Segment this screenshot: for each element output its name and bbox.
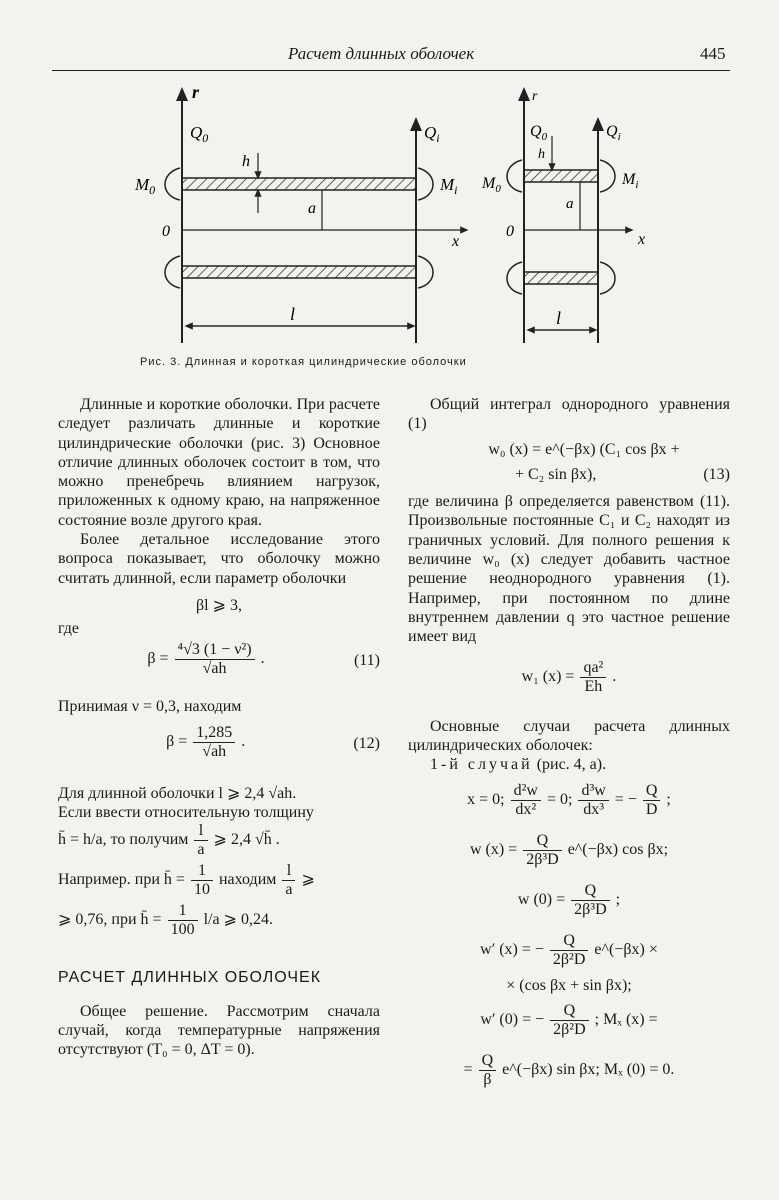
svg-text:r: r <box>532 89 538 104</box>
equation-13-line1: w₀ (x) = e^(−βx) (C₁ cos βx + <box>488 440 680 458</box>
right-column <box>408 395 730 1096</box>
para-main-cases: Основные случаи расчета длинных цилиндрических оболочек: <box>408 717 730 754</box>
para-general-solution: Общее решение. Рассмотрим сначала случай, когда температурные напряжения отсутствуют (T₀ = 0, ΔT = 0). <box>58 1002 380 1059</box>
para-detailed: Более детальное исследование этого вопроса показывает, что оболочку можно считать длинной, если параметр оболочки <box>58 531 380 587</box>
label-mi: $M_i$ <box>440 175 458 197</box>
line-example: Например. при h̄ = $\frac{1}{10}$ находим $\frac{l}{a}$ ⩾ <box>58 862 315 899</box>
label-qi: $Q_i$ <box>424 123 440 145</box>
svg-text:M0: $M_0$ <box>482 175 501 195</box>
svg-text:Mi: $M_i$ <box>622 171 639 191</box>
word-gde: где <box>58 620 80 638</box>
bottom-wall <box>182 266 416 278</box>
svg-text:l: l <box>556 308 562 328</box>
label-r: r <box>192 82 200 102</box>
equation-mx: = $\frac{Q}{\beta}$ e^(−βx) sin βx; Mₓ (0) = 0. <box>463 1051 675 1088</box>
equation-w-x: w (x) = $\frac{Q}{\text{2β³D}}$ e^(−βx) cos βx; <box>469 832 669 869</box>
equation-w-prime-x-cont: × (cos βx + sin βx); <box>506 977 632 995</box>
left-column <box>58 395 380 1060</box>
svg-text:0: 0 <box>506 223 514 240</box>
figure-cylindrical-shells <box>0 78 779 353</box>
m0-moment-bottom <box>165 256 180 288</box>
svg-text:a: a <box>566 196 574 212</box>
equation-w1: w₁ (x) = $\frac{\text{qa²}}{Eh}$ . <box>521 658 617 695</box>
para-beta-defined: где величина β определяется равенством (11). Произвольные постоянные C₁ и C₂ находят из граничных условий. Для полного решения к величине w₀ (x) следует добавить частное решение неоднородного уравнения (1). Например, при постоянном по длине внутреннем давлении q это частное решение имеет вид <box>408 493 730 646</box>
para-nu: Принимая ν = 0,3, находим <box>58 697 242 715</box>
figure-caption: Рис. 3. Длинная и короткая цилиндрические оболочки <box>140 356 467 368</box>
equation-13-line2: + C₂ sin βx), (13) <box>514 465 730 483</box>
line-relative-thickness: Если ввести относительную толщину <box>58 804 314 822</box>
mi-moment-bottom <box>418 256 433 288</box>
label-l: l <box>290 304 296 324</box>
para-general-integral: Общий интеграл однородного уравнения (1) <box>408 396 730 433</box>
label-m0: $M_0$ <box>135 175 156 197</box>
equation-11: β = $\frac{\text{⁴√3 (1 − ν²)}}{√ah}$ . (11) <box>147 640 380 677</box>
equation-12: β = $\frac{1,285}{√ah}$ . (12) <box>166 723 380 760</box>
equation-w-0: w (0) = $\frac{Q}{\text{2β³D}}$ ; <box>517 882 621 919</box>
top-wall <box>182 178 416 190</box>
svg-text:x: x <box>638 231 646 248</box>
m0-moment-top <box>165 168 180 200</box>
section-heading: РАСЧЕТ ДЛИННЫХ ОБОЛОЧЕК <box>58 969 322 987</box>
page-number: 445 <box>700 44 726 63</box>
equation-w-prime-0: w′ (0) = − $\frac{Q}{\text{2β²D}}$ ; Mₓ (x) = <box>480 1001 658 1038</box>
label-q0: $Q_0$ <box>190 123 209 145</box>
running-title: Расчет длинных оболочек <box>288 44 475 63</box>
svg-text:Q0: $Q_0$ <box>530 123 548 143</box>
label-origin: 0 <box>162 223 170 240</box>
line-example-2: ⩾ 0,76, при h̄ = $\frac{1}{100}$ l/a ⩾ 0,24. <box>58 902 273 939</box>
header-rule <box>52 70 730 71</box>
equation-case1-bc: x = 0; $\frac{\text{d²w}}{\text{dx²}}$ = 0; $\frac{\text{d³w}}{\text{dx³}}$ = − $\frac{Q}{D}$ ; <box>467 782 671 819</box>
svg-text:Qi: $Q_i$ <box>606 123 621 143</box>
line-relative-result: h̄ = h/a, то получим $\frac{l}{a}$ ⩾ 2,4 √h̄ . <box>58 822 280 859</box>
case-1: 1-й случай (рис. 4, а). <box>430 756 607 774</box>
label-h: h <box>242 153 250 170</box>
equation-w-prime-x: w′ (x) = − $\frac{Q}{\text{2β²D}}$ e^(−βx) × <box>480 932 658 969</box>
para-long-short: Длинные и короткие оболочки. При расчете следует различать длинные и короткие цилиндрические оболочки (рис. 3) Основное отличие длинных оболочек состоит в том, что можно пренебречь влиянием нагрузок, приложенных к одному краю, на напряженное состояние возле другого края. <box>58 396 380 529</box>
condition: βl ⩾ 3, <box>196 596 242 614</box>
short-shell-diagram <box>481 89 645 343</box>
label-a: a <box>308 200 316 217</box>
line-long-shell: Для длинной оболочки l ⩾ 2,4 √ah. <box>58 784 297 802</box>
svg-text:h: h <box>538 147 545 162</box>
long-shell-diagram <box>134 82 465 343</box>
mi-moment-top <box>418 168 433 200</box>
label-x: x <box>452 233 460 250</box>
